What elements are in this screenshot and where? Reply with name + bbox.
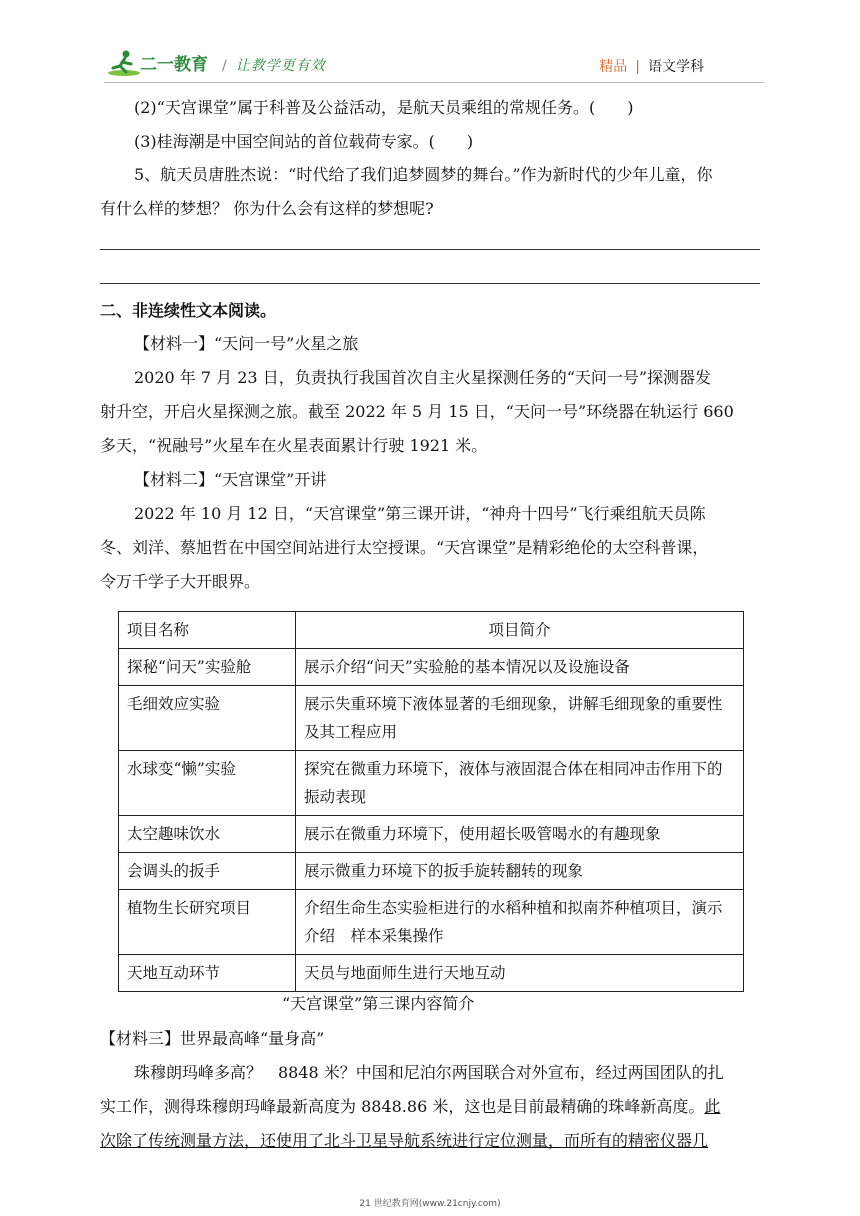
table-cell-name: 探秘“问天”实验舱 <box>119 649 296 686</box>
material-2-line1: 2022 年 10 月 12 日，“天宫课堂”第三课开讲，“神舟十四号”飞行乘组航天员陈 <box>134 504 706 523</box>
table-header-desc: 项目简介 <box>296 612 744 649</box>
table-row <box>119 751 744 816</box>
answer-line-2[interactable] <box>100 283 760 284</box>
table-caption: “天宫课堂”第三课内容简介 <box>282 994 475 1013</box>
question-2: (2)“天宫课堂”属于科普及公益活动，是航天员乘组的常规任务。( ) <box>134 98 634 117</box>
logo-text: 二一教育 <box>140 55 208 75</box>
table-cell-name: 天地互动环节 <box>119 955 296 992</box>
material-2-line2: 冬、刘洋、蔡旭哲在中国空间站进行太空授课。“天宫课堂”是精彩绝伦的太空科普课， <box>100 538 709 557</box>
table-row <box>119 649 744 686</box>
table-cell-desc: 天员与地面师生进行天地互动 <box>296 955 744 992</box>
table-row <box>119 853 744 890</box>
course-content-table <box>118 611 744 992</box>
page-footer: 21 世纪教育网(www.21cnjy.com) <box>359 1199 501 1209</box>
question-5-line2: 有什么样的梦想？ 你为什么会有这样的梦想呢? <box>100 199 434 218</box>
subject-label: 语文学科 <box>648 59 704 75</box>
material-3-title: 【材料三】世界最高峰“量身高” <box>100 1029 325 1048</box>
table-cell-desc: 展示微重力环境下的扳手旋转翻转的现象 <box>296 853 744 890</box>
question-5-line1: 5、航天员唐胜杰说：“时代给了我们追梦圆梦的舞台。”作为新时代的少年儿童，你 <box>134 165 713 184</box>
table-header-name: 项目名称 <box>119 612 296 649</box>
material-3-line2 <box>100 1097 720 1117</box>
material-2-line3: 令万千学子大开眼界。 <box>100 572 261 591</box>
material-2-title: 【材料二】“天宫课堂”开讲 <box>134 470 327 489</box>
table-row <box>119 686 744 751</box>
material-1-title: 【材料一】“天问一号”火星之旅 <box>134 334 359 353</box>
header-divider <box>104 82 764 83</box>
material-1-line3: 多天，“祝融号”火星车在火星表面累计行驶 1921 米。 <box>100 436 488 455</box>
material-3-line1: 珠穆朗玛峰多高？ 8848 米？中国和尼泊尔两国联合对外宣布，经过两国团队的扎 <box>134 1063 724 1082</box>
jingpin-label: 精品 <box>599 59 628 75</box>
question-3: (3)桂海潮是中国空间站的首位载荷专家。( ) <box>134 132 474 151</box>
table-cell-desc: 展示失重环境下液体显著的毛细现象，讲解毛细现象的重要性及其工程应用 <box>296 686 744 751</box>
table-cell-name: 毛细效应实验 <box>119 686 296 751</box>
table-row <box>119 816 744 853</box>
table-row <box>119 955 744 992</box>
table-cell-name: 会调头的扳手 <box>119 853 296 890</box>
material-1-line2: 射升空，开启火星探测之旅。截至 2022 年 5 月 15 日，“天问一号”环绕器在轨运行 660 <box>100 402 734 421</box>
table-row <box>119 890 744 955</box>
material-3-underlined-start: 此 <box>704 1097 721 1116</box>
logo-icon <box>104 48 214 78</box>
table-cell-desc: 展示介绍“问天”实验舱的基本情况以及设施设备 <box>296 649 744 686</box>
table-cell-name: 水球变“懒”实验 <box>119 751 296 816</box>
section-title: 二、非连续性文本阅读。 <box>100 301 277 320</box>
material-1-line1: 2020 年 7 月 23 日，负责执行我国首次自主火星探测任务的“天问一号”探测器发 <box>134 368 712 387</box>
header-slogan: / 让教学更有效 <box>222 58 326 74</box>
table-cell-name: 太空趣味饮水 <box>119 816 296 853</box>
material-3-line3: 次除了传统测量方法，还使用了北斗卫星导航系统进行定位测量，而所有的精密仪器几 <box>100 1131 709 1150</box>
table-cell-name: 植物生长研究项目 <box>119 890 296 955</box>
page-header <box>0 0 860 80</box>
table-cell-desc: 展示在微重力环境下，使用超长吸管喝水的有趣现象 <box>296 816 744 853</box>
material-3-line2-text: 实工作，测得珠穆朗玛峰最新高度为 8848.86 米，这也是目前最精确的珠峰新高度。 <box>100 1097 705 1116</box>
header-subject: 精品 | 语文学科 <box>599 59 704 75</box>
table-header-row <box>119 612 744 649</box>
table-cell-desc: 介绍生命生态实验柜进行的水稻种植和拟南芥种植项目，演示介绍 样本采集操作 <box>296 890 744 955</box>
slogan-text: 让教学更有效 <box>235 58 326 74</box>
table-cell-desc: 探究在微重力环境下，液体与液固混合体在相同冲击作用下的振动表现 <box>296 751 744 816</box>
answer-line-1[interactable] <box>100 249 760 250</box>
